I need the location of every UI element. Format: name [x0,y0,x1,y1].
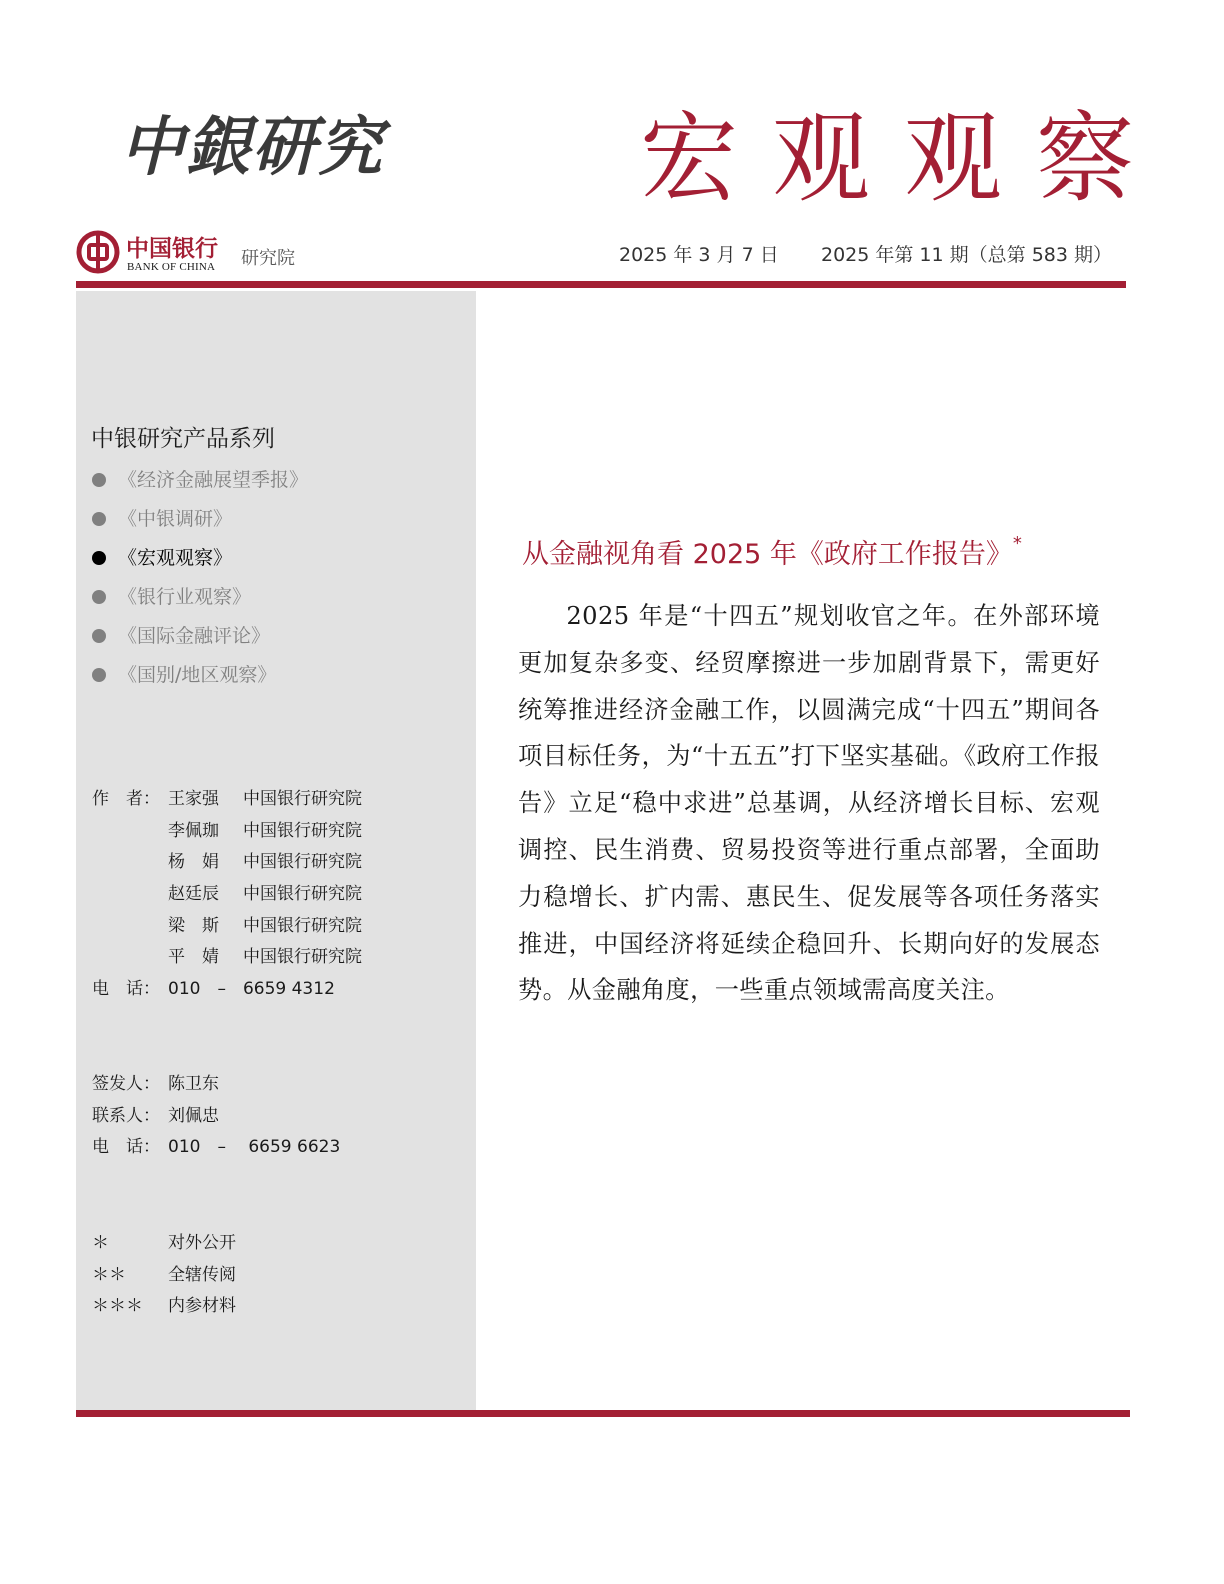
article-abstract: 2025 年是“十四五”规划收官之年。在外部环境更加复杂多变、经贸摩擦进一步加剧背景下，需更好统筹推进经济金融工作，以圆满完成“十四五”期间各项目标任务，为“十五五”打下坚实基础。《政府工作报告》立足“稳中求进”总基调，从经济增长目标、宏观调控、民生消费、贸易投资等进行重点部署，全面助力稳增长、扩内需、惠民生、促发展等各项任务落实推进，中国经济将延续企稳回升、长期向好的发展态势。从金融角度，一些重点领域需高度关注。 [518,602,1100,1005]
bank-of-china-logo-icon [76,230,120,274]
institute-name: 研究院 [241,248,295,269]
article-title: 从金融视角看 2025 年《政府工作报告》* [522,533,1022,570]
issue-number: 2025 年第 11 期（总第 583 期） [821,244,1112,266]
logo-english-name: BANK OF CHINA [127,261,216,273]
footer-divider [76,1410,1130,1417]
series-item: 《国际金融评论》 [91,621,308,660]
calligraphy-title: 中銀研究 [120,110,384,185]
header-divider [76,281,1126,288]
bullet-icon [92,629,106,643]
series-item: 《经济金融展望季报》 [91,465,308,504]
series-item: 《银行业观察》 [91,582,308,621]
bullet-icon [92,668,106,682]
bullet-icon [92,512,106,526]
title-footnote-mark: * [1012,533,1022,554]
series-item-current: 《宏观观察》 [91,543,308,582]
bullet-icon [92,590,106,604]
series-title: 中银研究产品系列 [91,426,275,452]
bullet-icon [92,473,106,487]
series-item: 《中银调研》 [91,504,308,543]
product-title: 宏观观察 [640,102,1169,216]
bullet-icon [92,551,106,565]
series-item: 《国别/地区观察》 [91,660,308,699]
publish-date: 2025 年 3 月 7 日 [619,244,779,266]
series-list [91,465,308,699]
logo-chinese-name: 中国银行 [126,235,218,262]
